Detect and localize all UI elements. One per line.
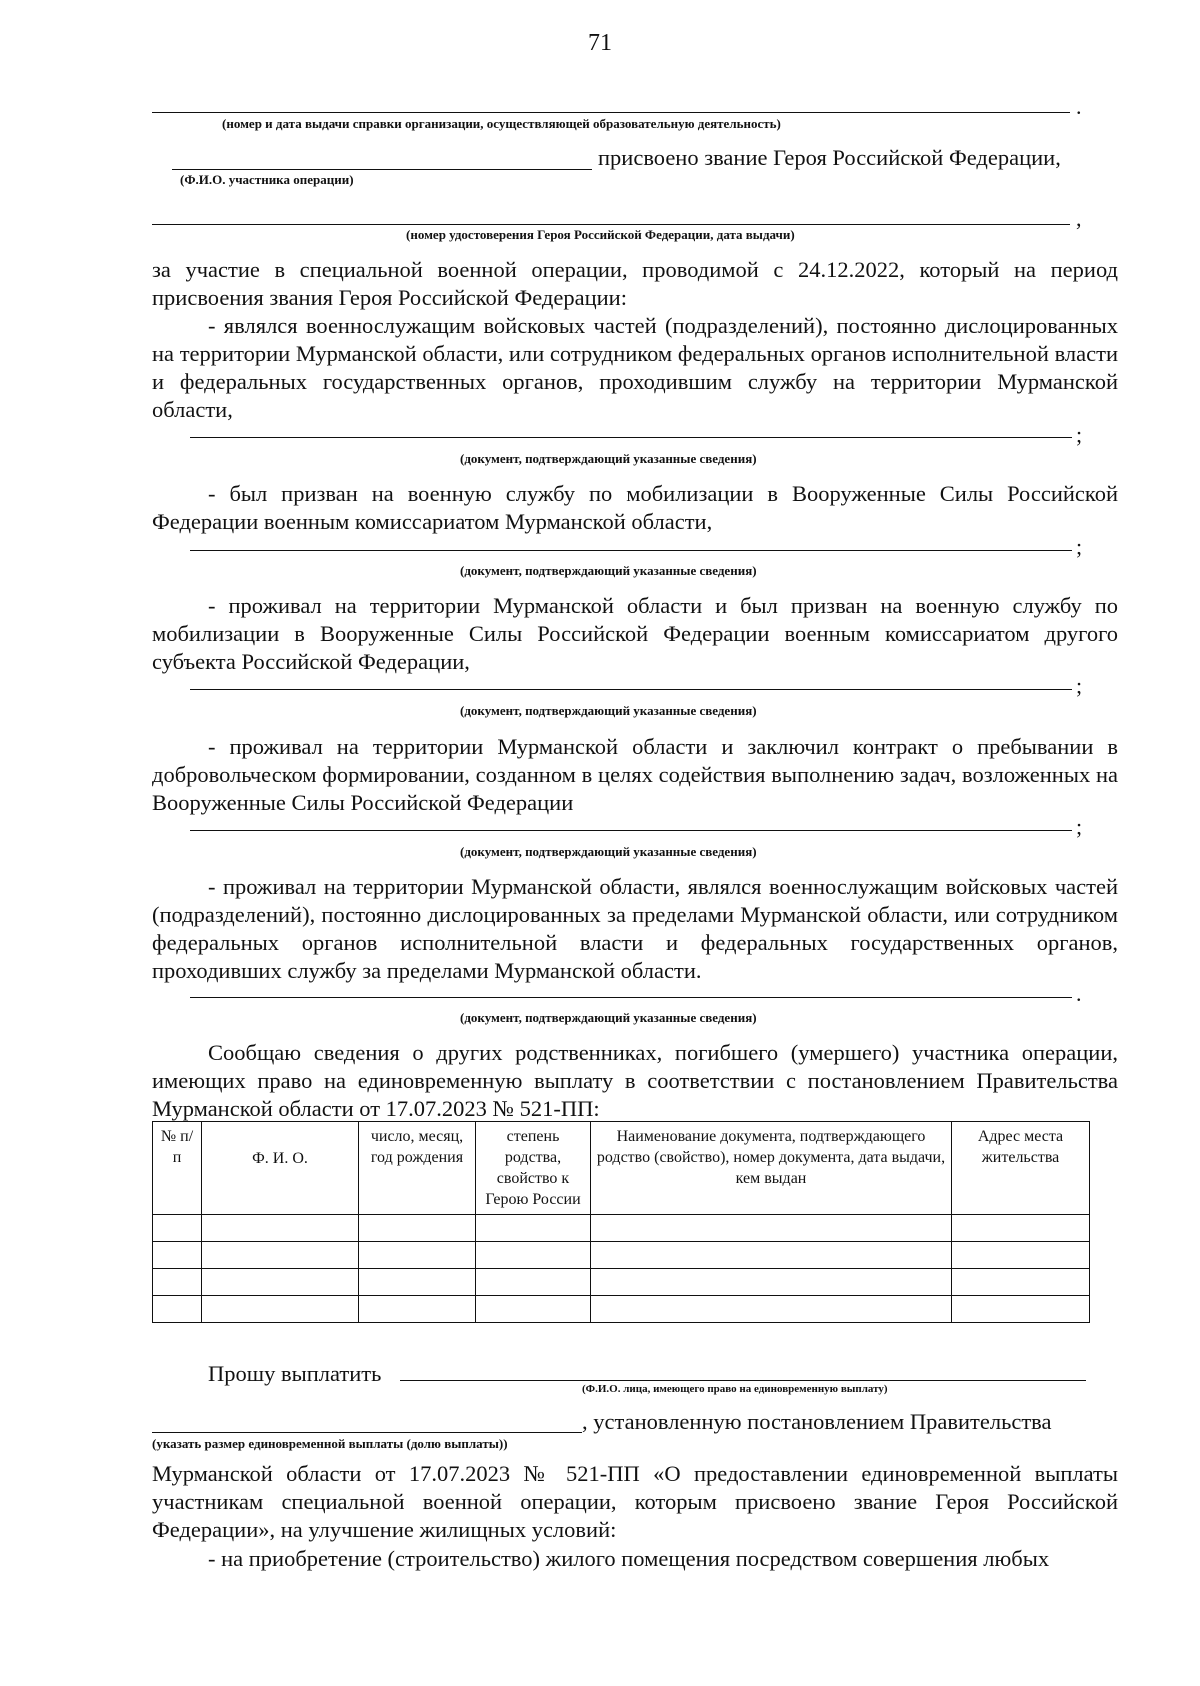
amount-caption: (указать размер единовременной выплаты (долю выплаты)) (152, 1436, 508, 1451)
payment-amount-field[interactable] (152, 1432, 582, 1433)
hero-certificate-end: , (1076, 206, 1082, 231)
relatives-table (152, 1121, 1090, 1323)
certificate-field[interactable] (152, 112, 1070, 113)
table-cell[interactable] (591, 1215, 952, 1242)
table-cell[interactable] (202, 1296, 359, 1323)
table-cell[interactable] (202, 1215, 359, 1242)
table-cell[interactable] (591, 1242, 952, 1269)
table-row (153, 1269, 1090, 1296)
condition-item: - проживал на территории Мурманской области и заключил контракт о пребывании в добровольческом формировании, созданном в целях содействия выполнению задач, возложенных на Вооруженные Силы Российской Федерации (152, 734, 1118, 815)
document-field[interactable] (190, 437, 1072, 438)
document-field[interactable] (190, 689, 1072, 690)
document-field-end: ; (1076, 673, 1083, 698)
certificate-field-end: . (1076, 94, 1082, 119)
hero-title-text: присвоено звание Героя Российской Федерации, (598, 145, 1061, 170)
table-cell[interactable] (359, 1296, 476, 1323)
table-cell[interactable] (202, 1269, 359, 1296)
intro-paragraph: за участие в специальной военной операции, проводимой с 24.12.2022, который на период присвоения звания Героя Российской Федерации: (152, 257, 1118, 310)
table-cell[interactable] (952, 1242, 1090, 1269)
header-number: № п/ п (153, 1122, 202, 1215)
participant-name-field[interactable] (172, 169, 592, 170)
condition-item: - являлся военнослужащим войсковых частей (подразделений), постоянно дислоцированных на территории Мурманской области, или сотрудником федеральных органов исполнительной власти и федеральных государственных органов, проходившим службу на территории Мурманской области, (152, 313, 1118, 422)
table-cell[interactable] (952, 1215, 1090, 1242)
page-number: 71 (588, 30, 612, 56)
table-cell[interactable] (359, 1215, 476, 1242)
payment-request-label: Прошу выплатить (208, 1361, 382, 1386)
recipient-name-field[interactable] (400, 1380, 1086, 1381)
document-caption: (документ, подтверждающий указанные сведения) (460, 451, 757, 466)
recipient-caption: (Ф.И.О. лица, имеющего право на единовременную выплату) (582, 1383, 888, 1395)
condition-item: - проживал на территории Мурманской области и был призван на военную службу по мобилизации в Вооруженные Силы Российской Федерации военным комиссариатом другого субъекта Российской Федерации, (152, 593, 1118, 674)
document-field-end: ; (1076, 534, 1083, 559)
header-birth-date: число, месяц, год рождения (359, 1122, 476, 1215)
table-cell[interactable] (153, 1296, 202, 1323)
document-field-end: . (1076, 981, 1082, 1006)
table-row (153, 1215, 1090, 1242)
hero-certificate-field[interactable] (152, 224, 1070, 225)
hero-certificate-caption: (номер удостоверения Героя Российской Федерации, дата выдачи) (406, 227, 795, 242)
table-cell[interactable] (591, 1269, 952, 1296)
table-cell[interactable] (153, 1215, 202, 1242)
header-document: Наименование документа, подтверждающего родство (свойство), номер документа, дата выдачи, кем выдан (591, 1122, 952, 1215)
table-row (153, 1242, 1090, 1269)
table-cell[interactable] (359, 1269, 476, 1296)
table-cell[interactable] (476, 1269, 591, 1296)
header-address: Адрес места жительства (952, 1122, 1090, 1215)
table-cell[interactable] (153, 1242, 202, 1269)
header-fio: Ф. И. О. (202, 1122, 359, 1215)
document-caption: (документ, подтверждающий указанные сведения) (460, 563, 757, 578)
document-caption: (документ, подтверждающий указанные сведения) (460, 1010, 757, 1025)
header-kinship: степень родства, свойство к Герою России (476, 1122, 591, 1215)
table-cell[interactable] (476, 1215, 591, 1242)
condition-item: - был призван на военную службу по мобилизации в Вооруженные Силы Российской Федерации военным комиссариатом Мурманской области, (152, 481, 1118, 534)
table-cell[interactable] (952, 1296, 1090, 1323)
document-caption: (документ, подтверждающий указанные сведения) (460, 844, 757, 859)
table-cell[interactable] (476, 1242, 591, 1269)
document-field[interactable] (190, 830, 1072, 831)
participant-name-caption: (Ф.И.О. участника операции) (180, 172, 354, 187)
table-cell[interactable] (476, 1296, 591, 1323)
document-field[interactable] (190, 997, 1072, 998)
table-cell[interactable] (202, 1242, 359, 1269)
table-row (153, 1296, 1090, 1323)
closing-paragraph: Мурманской области от 17.07.2023 № 521-ПП «О предоставлении единовременной выплаты участникам специальной военной операции, которым присвоено звание Героя Российской Федерации», на улучшение жилищных условий: (152, 1461, 1118, 1542)
table-cell[interactable] (952, 1269, 1090, 1296)
document-field[interactable] (190, 550, 1072, 551)
condition-item: - проживал на территории Мурманской области, являлся военнослужащим войсковых частей (подразделений), постоянно дислоцированных за пределами Мурманской области, или сотрудником федеральных органов исполнительной власти и федеральных государственных органов, проходивших службу за пределами Мурманской области. (152, 874, 1118, 983)
certificate-caption: (номер и дата выдачи справки организации, осуществляющей образовательную деятельность) (222, 116, 781, 131)
table-header-row (153, 1122, 1090, 1215)
document-caption: (документ, подтверждающий указанные сведения) (460, 703, 757, 718)
last-bullet: - на приобретение (строительство) жилого помещения посредством совершения любых (208, 1546, 1050, 1571)
table-cell[interactable] (591, 1296, 952, 1323)
established-text: , установленную постановлением Правительства (582, 1409, 1052, 1434)
relatives-paragraph: Сообщаю сведения о других родственниках, погибшего (умершего) участника операции, имеющих право на единовременную выплату в соответствии с постановлением Правительства Мурманской области от 17.07.2023 № 521-ПП: (152, 1040, 1118, 1121)
table-cell[interactable] (153, 1269, 202, 1296)
document-field-end: ; (1076, 422, 1083, 447)
document-field-end: ; (1076, 814, 1083, 839)
table-cell[interactable] (359, 1242, 476, 1269)
